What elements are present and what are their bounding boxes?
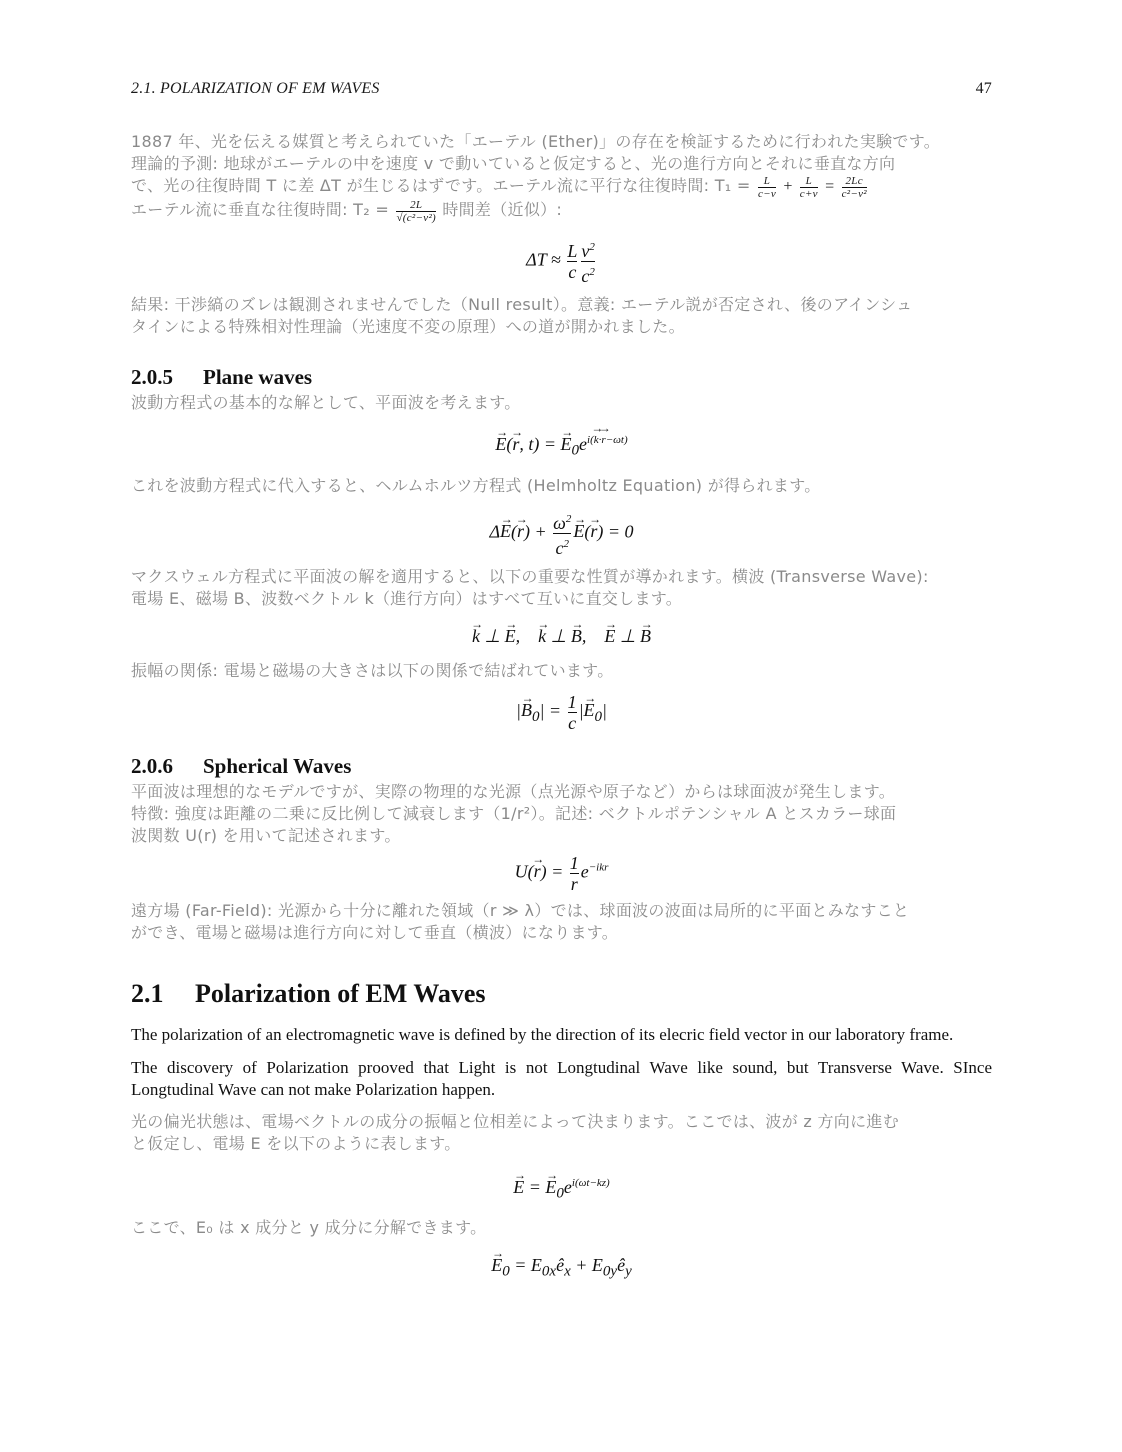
intro-line-4-text: エーテル流に垂直な往復時間: T₂ = xyxy=(131,200,390,220)
section-number: 2.0.5 xyxy=(131,365,173,389)
equation-orthogonality: → k ⊥ → E, → k ⊥ → B, → E ⊥ → B xyxy=(131,624,992,648)
plane-waves-p3-line2: 電場 E、磁場 B、波数ベクトル k（進行方向）はすべて互いに直交します。 xyxy=(131,588,683,608)
equation-components: → $E_0$ = $E_{0x}ê_x$ + $E_{0y}ê_y$ xyxy=(131,1253,992,1284)
polarization-p2: The discovery of Polarization prooved that Light is not Longtudinal Wave like sound, but Transverse Wave. SInce Longtudinal Wave can not make Polarization happen. xyxy=(131,1057,992,1099)
intro-line-2: 理論的予測: 地球がエーテルの中を速度 v で動いていると仮定すると、光の進行方向とそれに垂直な方向 xyxy=(131,154,896,173)
spherical-p2-line2: ができ、電場と磁場は進行方向に対して垂直（横波）になります。 xyxy=(131,922,619,942)
result-line-1: 結果: 干渉縞のズレは観測されませんでした（Null result）。意義: エーテル説が否定され、後のアインシュ xyxy=(131,295,913,314)
plane-waves-p2: これを波動方程式に代入すると、ヘルムホルツ方程式 (Helmholtz Equation) が得られます。 xyxy=(131,475,821,495)
spherical-p1-line3: 波関数 U(r) を用いて記述されます。 xyxy=(131,825,401,845)
equation-delta-t: ΔT ≈ $\frac{L}{c}$ $\frac{v^2}{c^2}$ xyxy=(526,241,595,286)
intro-line-4 xyxy=(131,199,992,225)
plane-waves-p3-line1: マクスウェル方程式に平面波の解を適用すると、以下の重要な性質が導かれます。横波 (Transverse Wave): xyxy=(131,566,929,586)
page-number: 47 xyxy=(975,80,992,97)
section-title: Plane waves xyxy=(203,365,313,389)
equation-spherical-wave: U(→ r) = $\frac{1}{r}$ $e^{-ikr}$ xyxy=(131,853,992,894)
section-title: Polarization of EM Waves xyxy=(195,978,486,1008)
polarization-p1: The polarization of an electromagnetic wave is defined by the direction of its elecric field vector in our laboratory frame. xyxy=(131,1024,954,1044)
running-title: 2.1. POLARIZATION OF EM WAVES xyxy=(131,80,380,97)
t2-formula: $\frac{2L}{\text{√(c²−v²)}}$ xyxy=(396,199,436,224)
polarization-p3-line1: 光の偏光状態は、電場ベクトルの成分の振幅と位相差によって決まります。ここでは、波が z 方向に進む xyxy=(131,1111,899,1131)
page-body xyxy=(131,131,992,1284)
t1-formula: $\frac{L}{c-v}$ + $\frac{L}{c+v}$ = $\frac{2Lc}{\text{c²−v²}}$ xyxy=(757,175,867,200)
section-number: 2.1 xyxy=(131,978,164,1008)
intro-line-3-text: で、光の往復時間 T に差 ΔT が生じるはずです。エーテル流に平行な往復時間: T₁ = xyxy=(131,176,751,196)
section-polarization-heading xyxy=(131,978,992,1010)
equation-plane-wave: → E(→ r, t) = → $E_0e^{i(\to k\cdot\to r-\omega t)}$ xyxy=(131,428,992,463)
spherical-p1-line1: 平面波は理想的なモデルですが、実際の物理的な光源（点光源や原子など）からは球面波が発生します。 xyxy=(131,781,896,801)
polarization-p3-line2: と仮定し、電場 E を以下のように表します。 xyxy=(131,1133,461,1153)
plane-waves-p4: 振幅の関係: 電場と磁場の大きさは以下の関係で結ばれています。 xyxy=(131,660,614,680)
equation-helmholtz: Δ→ E(→ r) + $\frac{\omega^2}{c^2}$ → E(→ r) = 0 xyxy=(131,509,992,558)
intro-line-4-tail: 時間差（近似）: xyxy=(442,200,563,220)
equation-polarization-field: → E = → $E_0e^{i(\omega t-kz)}$ xyxy=(131,1171,992,1206)
polarization-p4: ここで、E₀ は x 成分と y 成分に分解できます。 xyxy=(131,1218,487,1238)
running-head xyxy=(131,80,992,98)
result-line-2: タインによる特殊相対性理論（光速度不変の原理）への道が開かれました。 xyxy=(131,317,685,336)
section-title: Spherical Waves xyxy=(203,753,352,778)
section-plane-waves-heading xyxy=(131,364,992,390)
spherical-p2-line1: 遠方場 (Far-Field): 光源から十分に離れた領域（r ≫ λ）では、球面波の波面は局所的に平面とみなすこと xyxy=(131,900,910,920)
equation-amplitude: |→ $B_0|$ = $\frac{1}{c}$ |→ $E_0|$ xyxy=(131,692,992,733)
intro-line-1: 1887 年、光を伝える媒質と考えられていた「エーテル (Ether)」の存在を検証するために行われた実験です。 xyxy=(131,132,941,151)
spherical-p1-line2: 特徴: 強度は距離の二乗に反比例して減衰します（1/r²）。記述: ベクトルポテンシャル A とスカラー球面 xyxy=(131,803,897,823)
section-number: 2.0.6 xyxy=(131,753,173,778)
intro-line-3 xyxy=(131,175,992,199)
section-spherical-waves-heading xyxy=(131,753,992,779)
plane-waves-p1: 波動方程式の基本的な解として、平面波を考えます。 xyxy=(131,393,521,412)
